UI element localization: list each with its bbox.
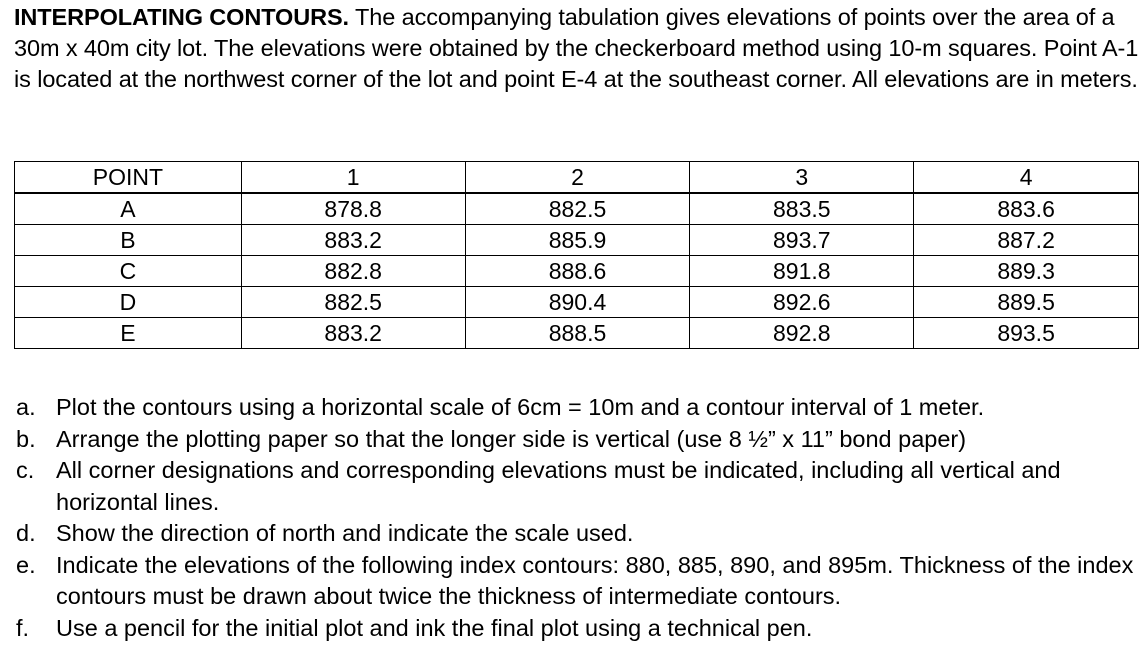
elevation-cell: 882.8: [241, 256, 465, 287]
instruction-label: d.: [16, 520, 36, 546]
instruction-text: Use a pencil for the initial plot and ink the final plot using a technical pen.: [56, 614, 813, 641]
header-point: POINT: [15, 162, 242, 194]
elevation-cell: 891.8: [690, 256, 914, 287]
elevation-cell: 885.9: [465, 225, 690, 256]
elevation-cell: 883.5: [690, 193, 914, 225]
elevation-cell: 892.6: [690, 287, 914, 318]
elevation-cell: 888.6: [465, 256, 690, 287]
elevation-cell: 883.2: [241, 318, 465, 349]
instruction-item: [14, 424, 1134, 456]
elevation-table: [14, 161, 1139, 349]
table-row: [15, 318, 1139, 349]
instruction-label: f.: [16, 614, 30, 641]
instruction-item: [14, 392, 1134, 424]
elevation-cell: 878.8: [241, 193, 465, 225]
instruction-text: Arrange the plotting paper so that the longer side is vertical (use 8 ½” x 11” bond paper): [56, 425, 967, 452]
row-point-label: D: [15, 287, 242, 318]
table-row: [15, 256, 1139, 287]
instruction-label: b.: [16, 425, 36, 452]
elevation-cell: 882.5: [241, 287, 465, 318]
instruction-item: [14, 550, 1134, 613]
elevation-cell: 893.5: [914, 318, 1139, 349]
instruction-label: a.: [16, 394, 36, 420]
instruction-text: Indicate the elevations of the following index contours: 880, 885, 890, and 895m. Thickness of the index contours must be drawn about twice the thickness of intermediate contours.: [56, 551, 1134, 609]
instruction-text: All corner designations and corresponding elevations must be indicated, including all vertical and horizontal lines.: [56, 457, 1061, 515]
header-col-4: 4: [914, 162, 1139, 194]
table-header-row: [15, 162, 1139, 194]
elevation-cell: 883.2: [241, 225, 465, 256]
problem-heading: INTERPOLATING CONTOURS.: [14, 4, 349, 30]
elevation-cell: 890.4: [465, 287, 690, 318]
header-col-2: 2: [465, 162, 690, 194]
problem-statement: [14, 2, 1139, 95]
row-point-label: C: [15, 256, 242, 287]
elevation-cell: 889.3: [914, 256, 1139, 287]
row-point-label: A: [15, 193, 242, 225]
elevation-cell: 883.6: [914, 193, 1139, 225]
elevation-cell: 888.5: [465, 318, 690, 349]
table-row: [15, 225, 1139, 256]
table-row: [15, 193, 1139, 225]
instruction-label: c.: [16, 457, 35, 483]
header-col-1: 1: [241, 162, 465, 194]
instruction-list: [14, 392, 1134, 644]
header-col-3: 3: [690, 162, 914, 194]
instruction-item: [14, 455, 1134, 518]
instruction-label: e.: [16, 551, 36, 578]
elevation-cell: 893.7: [690, 225, 914, 256]
row-point-label: E: [15, 318, 242, 349]
elevation-cell: 892.8: [690, 318, 914, 349]
instruction-item: [14, 613, 1134, 645]
instruction-item: [14, 518, 1134, 550]
elevation-cell: 887.2: [914, 225, 1139, 256]
row-point-label: B: [15, 225, 242, 256]
elevation-cell: 882.5: [465, 193, 690, 225]
table-row: [15, 287, 1139, 318]
instruction-text: Show the direction of north and indicate the scale used.: [56, 520, 634, 546]
instruction-text: Plot the contours using a horizontal scale of 6cm = 10m and a contour interval of 1 meter.: [56, 394, 985, 420]
elevation-cell: 889.5: [914, 287, 1139, 318]
problem-text: The accompanying tabulation gives elevations of points over the area of a 30m x 40m city lot. The elevations were obtained by the checkerboard method using 10-m squares. Point A-1 is located at the northwest corner of the lot and point E-4 at the southeast corner. All elevations are in meters.: [14, 4, 1139, 92]
